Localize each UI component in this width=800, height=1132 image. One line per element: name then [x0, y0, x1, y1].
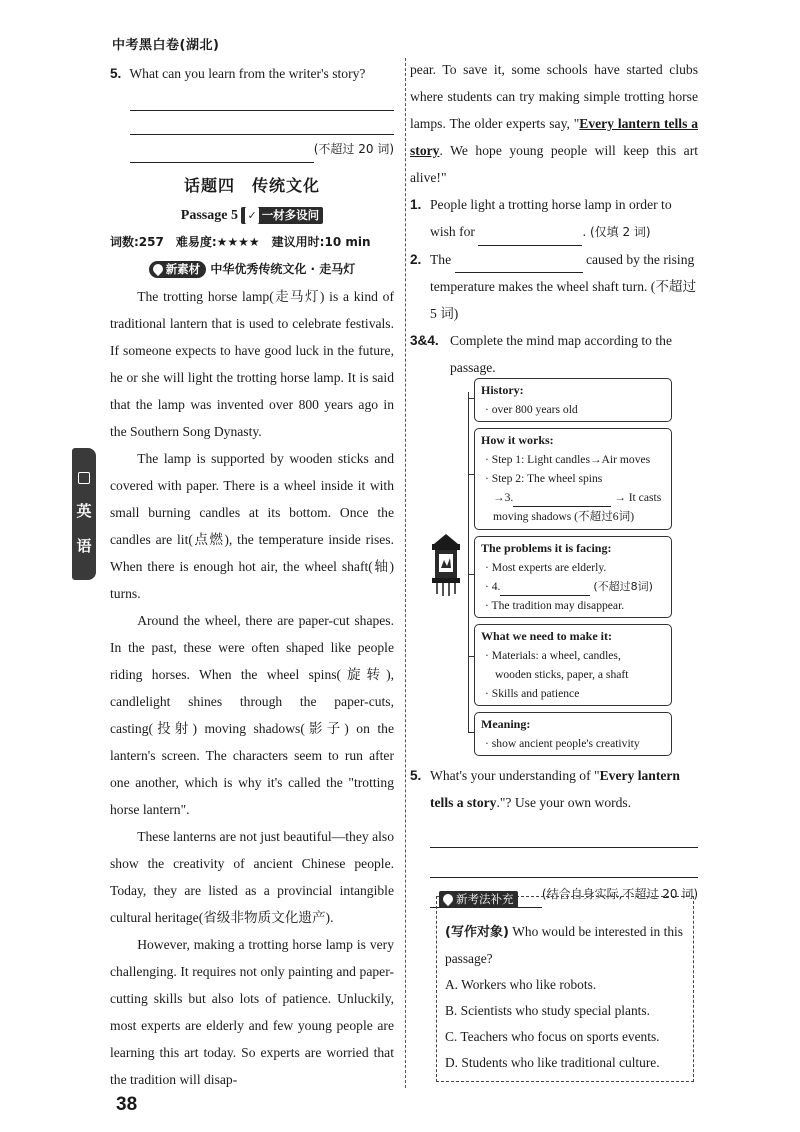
prev-q5-answer-line-2[interactable] [130, 111, 394, 135]
q5-text-a: What's your understanding of " [430, 768, 600, 783]
q5-line [410, 762, 698, 816]
prev-q5-text: What can you learn from the writer's story? [129, 66, 366, 81]
material-tag [149, 261, 207, 278]
mm-problems-line-3: · The tradition may disappear. [485, 599, 625, 612]
passage-continuation [410, 56, 698, 191]
mm-blank-4[interactable] [500, 582, 590, 596]
check-icon: ✓ [247, 209, 257, 223]
side-tab-char-1: 英 [76, 502, 92, 520]
prev-q5-answer-underline[interactable] [130, 143, 314, 163]
mm-problems-head: The problems it is facing: [481, 541, 612, 555]
prev-question-5 [110, 60, 394, 87]
passage-tag-label: 一材多设问 [261, 208, 320, 223]
q1-answer-blank[interactable] [478, 228, 582, 246]
q5-body [430, 762, 698, 816]
mm-how-line-3 [481, 488, 665, 507]
subject-side-tab [72, 448, 96, 580]
q34-text: Complete the mind map according to the passage. [450, 333, 672, 375]
mm-box-what-we-need [474, 624, 672, 706]
mm-box-meaning [474, 712, 672, 756]
prev-q5-word-limit: (不超过 20 词) [313, 142, 394, 156]
topic-heading: 话题四 传统文化 [183, 176, 320, 195]
paragraph-5: However, making a trotting horse lamp is very challenging. It requires not only painting and paper-cutting skills but also lots of patience. Unluckily, most experts are elderly and few young people are learning this art today. So experts are worried that the tradition will disap- [110, 937, 394, 1087]
q5-number: 5. [410, 768, 422, 783]
mm-need-line-3: · Skills and patience [485, 687, 580, 700]
lantern-icon [428, 532, 464, 598]
mm-blank-3[interactable] [513, 493, 611, 507]
new-box-question [445, 919, 685, 972]
question-3-4 [410, 327, 698, 381]
location-pin-icon [151, 262, 165, 276]
question-5 [410, 762, 698, 908]
option-b[interactable]: B. Scientists who study special plants. [445, 1003, 650, 1018]
mm-need-head: What we need to make it: [481, 629, 612, 643]
left-column [110, 60, 394, 1093]
q5-answer-line-1[interactable] [430, 818, 698, 848]
column-divider [405, 58, 406, 1088]
mm-how-line-3b: → It casts [614, 491, 662, 504]
question-2 [410, 246, 698, 327]
mm-box-how-it-works [474, 428, 672, 530]
material-text: 中华优秀传统文化 · 走马灯 [210, 262, 356, 276]
mm-problems-line-1: · Most experts are elderly. [485, 561, 607, 574]
option-a[interactable]: A. Workers who like robots. [445, 977, 597, 992]
mind-map-spine [468, 392, 469, 732]
running-head: 中考黑白卷(湖北) [112, 38, 220, 53]
mm-how-line-1: · Step 1: Light candles→Air moves [485, 453, 651, 466]
q1-number: 1. [410, 197, 422, 212]
prev-q5-answer-line-1[interactable] [130, 87, 394, 111]
q5-text-b: ."? Use your own words. [496, 795, 632, 810]
mm-meaning-line-1: · show ancient people's creativity [485, 737, 640, 750]
paragraph-4: These lanterns are not just beautiful—they also show the creativity of ancient Chinese people. Today, they are listed as a provincial intangible cultural heritage(省级非物质文化遗产). [110, 829, 394, 925]
q1-body [430, 191, 698, 246]
paragraph-2: The lamp is supported by wooden sticks and covered with paper. There is a wheel inside it with small burning candles at its bottom. Once the candles are lit(点燃), the temperature inside rises. When there is enough hot air, the wheel shaft(轴) turns. [110, 451, 394, 601]
material-line [110, 255, 394, 283]
mm-how-line-3a: →3. [493, 491, 514, 504]
new-box-question-text: Who would be interested in this passage? [445, 924, 683, 966]
q5-answer-line-2[interactable] [430, 848, 698, 878]
prev-q5-number: 5. [110, 66, 122, 81]
q2-body [430, 246, 698, 327]
q2-text-a: The [430, 252, 452, 267]
location-pin-icon-2 [441, 892, 455, 906]
paragraph-3: Around the wheel, there are paper-cut shapes. In the past, these were often shaped like people riding horses. When the wheel spins(旋转), candlelight shines through the paper-cuts, casting(投射) moving shadows(影子) on the lantern's screen. The characters seem to run after one another, which is why it's called the "trotting horse lantern". [110, 613, 394, 817]
mm-problems-line-2a: · 4. [485, 580, 501, 593]
mm-need-line-1: · Materials: a wheel, candles, [485, 649, 621, 662]
mm-how-line-2: · Step 2: The wheel spins [485, 472, 603, 485]
passage-name: Passage 5 [180, 208, 238, 223]
mm-meaning-head: Meaning: [481, 717, 531, 731]
passage-meta: 词数:257 难易度:★★★★ 建议用时:10 min [110, 235, 371, 249]
q2-text-b: caused by the rising temperature makes the wheel shaft turn. (不超过 5 词) [430, 252, 697, 321]
mm-box-history [474, 378, 672, 422]
mind-map [428, 376, 676, 756]
q2-number: 2. [410, 252, 422, 267]
prev-q5-answer-line-3[interactable] [130, 135, 394, 163]
continuation-text-b: . We hope young people will keep this art alive!" [410, 143, 698, 185]
new-box-tag-label: 新考法补充 [456, 892, 514, 906]
mm-need-line-2: wooden sticks, paper, a shaft [495, 668, 629, 681]
material-tag-label: 新素材 [165, 262, 201, 276]
q34-number: 3&4. [410, 333, 439, 348]
q1-text-a: People light a trotting horse lamp in order to wish for [430, 197, 672, 239]
mm-history-line-1: · over 800 years old [485, 403, 578, 416]
new-box-question-tag: (写作对象) [445, 925, 509, 940]
right-column [410, 56, 698, 381]
continuation-quote: Every lantern tells a story [410, 116, 698, 158]
page-number: 38 [116, 1094, 138, 1115]
side-tab-char-2: 语 [76, 537, 92, 555]
paragraph-1: The trotting horse lamp(走马灯) is a kind of traditional lantern that is used to celebrate festivals. If someone expects to have good luck in the future, he or she will light the trotting horse lamp. It is said that the lamp was invented over 800 years ago in the Southern Song Dynasty. [110, 289, 394, 439]
continuation-text-a: pear. To save it, some schools have started clubs where students can try making simple trotting horse lamps. The older experts say, " [410, 62, 698, 131]
option-d[interactable]: D. Students who like traditional culture. [445, 1055, 660, 1070]
new-box-tag [439, 891, 518, 908]
question-1 [410, 191, 698, 246]
q5-text-bold: Every lantern tells a story [430, 768, 680, 810]
q1-text-b: . (仅填 2 词) [582, 225, 651, 239]
mm-history-head: History: [481, 383, 524, 397]
mm-how-head: How it works: [481, 433, 554, 447]
mm-problems-line-2 [481, 577, 665, 596]
option-c[interactable]: C. Teachers who focus on sports events. [445, 1029, 660, 1044]
q5-word-limit: (结合自身实际,不超过 20 词) [541, 887, 698, 901]
tab-mark-icon [78, 472, 90, 484]
mm-box-problems [474, 536, 672, 618]
mm-how-line-4: moving shadows (不超过6词) [493, 510, 635, 523]
q2-answer-blank[interactable] [455, 255, 583, 273]
passage-title [110, 203, 394, 229]
passage-tag [241, 207, 323, 224]
mm-problems-line-2b: (不超过8词) [593, 580, 653, 593]
